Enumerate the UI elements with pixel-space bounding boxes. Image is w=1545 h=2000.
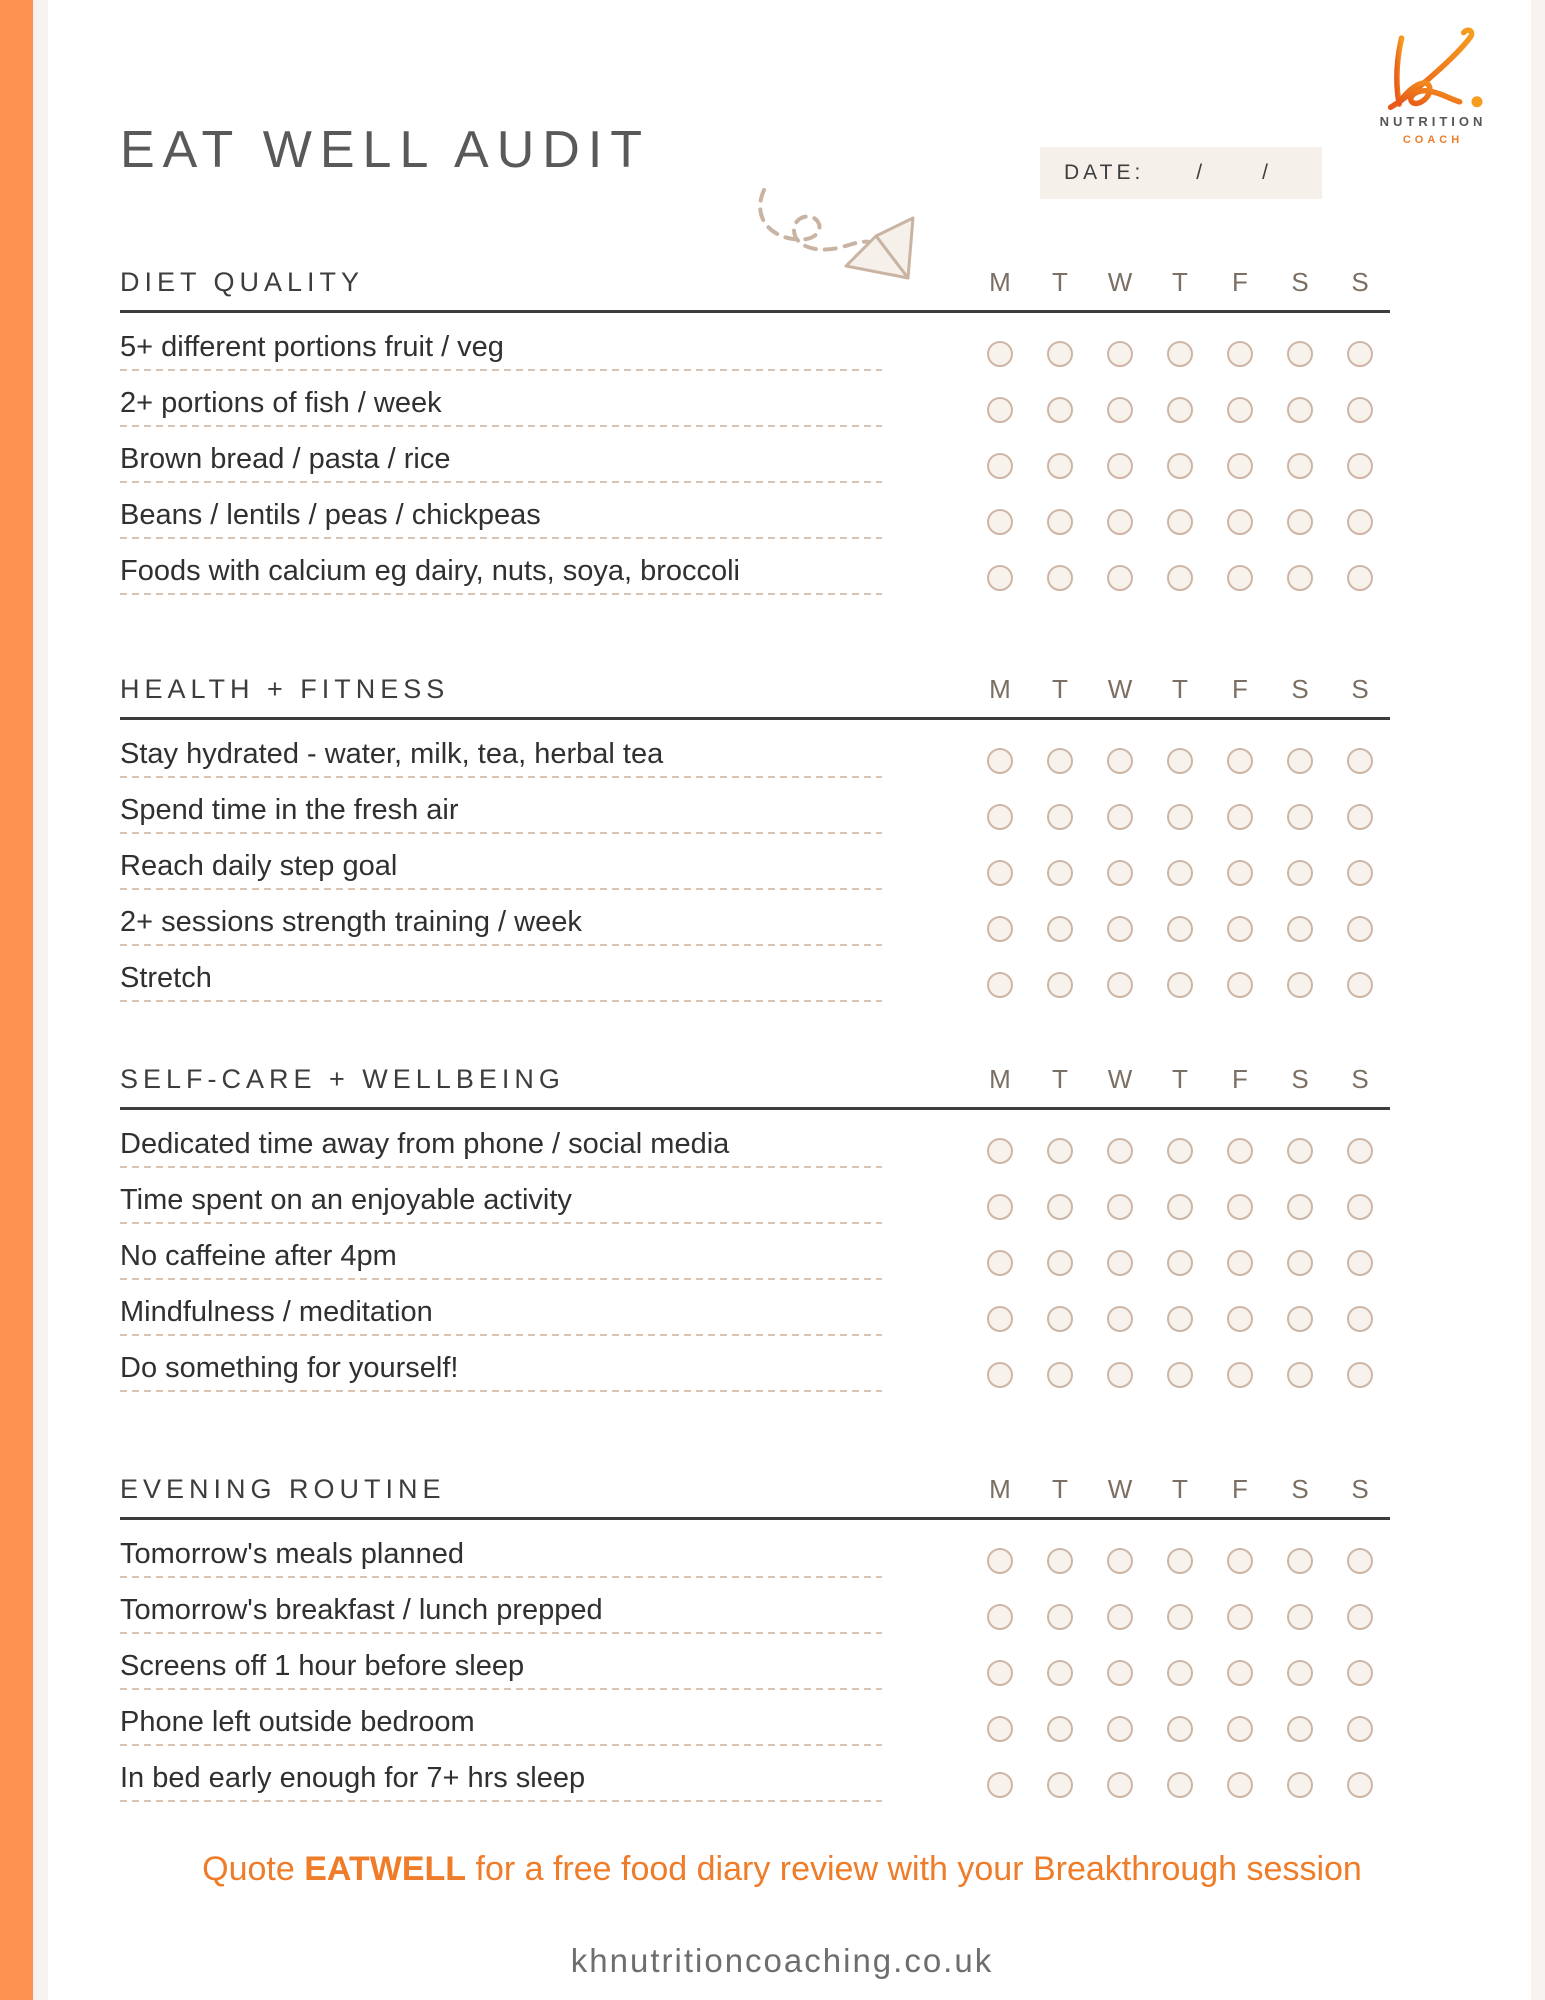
day-checkbox[interactable] xyxy=(1347,972,1373,998)
day-checkbox-group xyxy=(970,1362,1390,1388)
left-accent-stripe xyxy=(0,0,33,2000)
promo-quote xyxy=(33,1850,1531,1889)
day-checkbox[interactable] xyxy=(1167,916,1193,942)
checklist-row xyxy=(120,1750,1390,1806)
day-checkbox[interactable] xyxy=(1167,1250,1193,1276)
day-checkbox-group xyxy=(970,509,1390,535)
day-checkbox[interactable] xyxy=(1167,1772,1193,1798)
promo-quote-suffix: for a free food diary review with your Breakthrough session xyxy=(466,1850,1362,1888)
day-column-header: T xyxy=(1172,1474,1188,1504)
checklist-row xyxy=(120,487,1390,543)
day-checkbox[interactable] xyxy=(1227,453,1253,479)
day-checkbox[interactable] xyxy=(1287,1362,1313,1388)
day-column-header: S xyxy=(1351,1064,1369,1094)
checklist-row xyxy=(120,319,1390,375)
kh-script-logo-icon xyxy=(1368,24,1498,112)
day-checkbox[interactable] xyxy=(1047,860,1073,886)
checklist-row xyxy=(120,375,1390,431)
date-field[interactable] xyxy=(1040,147,1322,199)
day-checkbox[interactable] xyxy=(987,1362,1013,1388)
day-checkbox[interactable] xyxy=(1347,341,1373,367)
checklist-row xyxy=(120,1284,1390,1340)
checklist-row xyxy=(120,838,1390,894)
day-checkbox[interactable] xyxy=(1287,1716,1313,1742)
day-checkbox[interactable] xyxy=(1047,916,1073,942)
day-checkbox-group xyxy=(970,748,1390,774)
day-checkbox[interactable] xyxy=(1347,860,1373,886)
checklist-item-label: Mindfulness / meditation xyxy=(120,1284,882,1340)
day-checkbox[interactable] xyxy=(1287,1138,1313,1164)
day-checkbox[interactable] xyxy=(1047,804,1073,830)
day-checkbox[interactable] xyxy=(1047,341,1073,367)
section-rows xyxy=(120,1520,1390,1806)
checklist-item-label: Phone left outside bedroom xyxy=(120,1694,882,1750)
checklist-row xyxy=(120,431,1390,487)
day-column-header: T xyxy=(1052,1064,1068,1094)
day-checkbox[interactable] xyxy=(1227,1772,1253,1798)
day-checkbox[interactable] xyxy=(1107,1716,1133,1742)
day-checkbox[interactable] xyxy=(1347,1604,1373,1630)
section-title: DIET QUALITY xyxy=(120,267,365,297)
day-checkbox-group xyxy=(970,453,1390,479)
day-checkbox[interactable] xyxy=(1047,1604,1073,1630)
day-checkbox-group xyxy=(970,804,1390,830)
section-header xyxy=(120,1462,1390,1520)
checklist-row xyxy=(120,1582,1390,1638)
section-title: HEALTH + FITNESS xyxy=(120,674,450,704)
day-header-row xyxy=(970,674,1390,705)
day-checkbox[interactable] xyxy=(987,565,1013,591)
promo-quote-prefix: Quote xyxy=(202,1850,305,1888)
day-checkbox[interactable] xyxy=(987,1138,1013,1164)
website-url: khnutritioncoaching.co.uk xyxy=(570,1942,994,1979)
day-checkbox-group xyxy=(970,565,1390,591)
day-checkbox[interactable] xyxy=(1047,1362,1073,1388)
day-column-header: W xyxy=(1107,1474,1133,1504)
day-checkbox-group xyxy=(970,1194,1390,1220)
checklist-item-label: Reach daily step goal xyxy=(120,838,882,894)
day-checkbox-group xyxy=(970,1716,1390,1742)
day-column-header: W xyxy=(1107,1064,1133,1094)
day-checkbox[interactable] xyxy=(1107,916,1133,942)
day-column-header: S xyxy=(1351,674,1369,704)
day-checkbox[interactable] xyxy=(1347,1138,1373,1164)
day-checkbox[interactable] xyxy=(1167,509,1193,535)
checklist-item-label: 2+ sessions strength training / week xyxy=(120,894,882,950)
section-rows xyxy=(120,720,1390,1006)
checklist-item-label: Do something for yourself! xyxy=(120,1340,882,1396)
day-checkbox[interactable] xyxy=(1227,1660,1253,1686)
day-checkbox-group xyxy=(970,1660,1390,1686)
day-column-header: W xyxy=(1107,267,1133,297)
left-edge-margin xyxy=(33,0,48,2000)
day-checkbox[interactable] xyxy=(1167,1660,1193,1686)
day-checkbox[interactable] xyxy=(1167,1306,1193,1332)
checklist-item-label: 2+ portions of fish / week xyxy=(120,375,882,431)
day-checkbox[interactable] xyxy=(1347,1362,1373,1388)
day-checkbox[interactable] xyxy=(1227,1250,1253,1276)
day-checkbox[interactable] xyxy=(1107,509,1133,535)
brand-logo xyxy=(1368,24,1498,146)
day-checkbox[interactable] xyxy=(1167,341,1193,367)
day-checkbox[interactable] xyxy=(1287,341,1313,367)
day-checkbox[interactable] xyxy=(1347,1250,1373,1276)
day-checkbox[interactable] xyxy=(1107,565,1133,591)
day-checkbox[interactable] xyxy=(987,916,1013,942)
day-checkbox[interactable] xyxy=(1227,804,1253,830)
date-label: DATE: xyxy=(1064,161,1145,184)
day-checkbox[interactable] xyxy=(987,1660,1013,1686)
checklist-row xyxy=(120,1694,1390,1750)
day-column-header: T xyxy=(1172,1064,1188,1094)
day-checkbox[interactable] xyxy=(1287,972,1313,998)
day-checkbox[interactable] xyxy=(1227,1604,1253,1630)
logo-brand-name: NUTRITION xyxy=(1379,114,1487,129)
day-checkbox[interactable] xyxy=(1287,916,1313,942)
checklist-section xyxy=(120,255,1390,599)
day-checkbox[interactable] xyxy=(987,1604,1013,1630)
day-checkbox[interactable] xyxy=(1287,860,1313,886)
day-checkbox[interactable] xyxy=(987,453,1013,479)
day-checkbox[interactable] xyxy=(987,1548,1013,1574)
day-checkbox[interactable] xyxy=(1347,748,1373,774)
day-checkbox-group xyxy=(970,397,1390,423)
day-checkbox[interactable] xyxy=(1167,1548,1193,1574)
day-checkbox-group xyxy=(970,1306,1390,1332)
day-checkbox[interactable] xyxy=(1347,916,1373,942)
day-checkbox[interactable] xyxy=(1047,509,1073,535)
checklist-item-label: Screens off 1 hour before sleep xyxy=(120,1638,882,1694)
day-checkbox[interactable] xyxy=(1107,1548,1133,1574)
day-checkbox[interactable] xyxy=(987,748,1013,774)
day-checkbox[interactable] xyxy=(1227,1194,1253,1220)
day-checkbox[interactable] xyxy=(1107,341,1133,367)
day-checkbox[interactable] xyxy=(1227,509,1253,535)
checklist-item-label: Spend time in the fresh air xyxy=(120,782,882,838)
checklist-row xyxy=(120,1116,1390,1172)
checklist-row xyxy=(120,1340,1390,1396)
day-checkbox[interactable] xyxy=(1287,804,1313,830)
day-checkbox[interactable] xyxy=(1347,453,1373,479)
day-checkbox[interactable] xyxy=(1227,916,1253,942)
section-header xyxy=(120,662,1390,720)
day-checkbox[interactable] xyxy=(1167,1138,1193,1164)
day-checkbox[interactable] xyxy=(1107,1250,1133,1276)
page-title: EAT WELL AUDIT xyxy=(120,121,651,179)
day-column-header: M xyxy=(989,1474,1011,1504)
day-checkbox[interactable] xyxy=(1047,1772,1073,1798)
checklist-row xyxy=(120,543,1390,599)
day-checkbox[interactable] xyxy=(1167,1716,1193,1742)
day-checkbox[interactable] xyxy=(1047,1138,1073,1164)
day-checkbox[interactable] xyxy=(1227,748,1253,774)
day-column-header: T xyxy=(1052,267,1068,297)
day-column-header: S xyxy=(1351,267,1369,297)
day-checkbox[interactable] xyxy=(1227,972,1253,998)
section-header xyxy=(120,255,1390,313)
day-checkbox[interactable] xyxy=(1047,397,1073,423)
day-checkbox-group xyxy=(970,341,1390,367)
day-checkbox[interactable] xyxy=(1107,1604,1133,1630)
day-header-row xyxy=(970,1474,1390,1505)
day-checkbox-group xyxy=(970,972,1390,998)
day-checkbox[interactable] xyxy=(1287,565,1313,591)
day-checkbox[interactable] xyxy=(1047,1716,1073,1742)
day-checkbox[interactable] xyxy=(1167,1194,1193,1220)
day-checkbox[interactable] xyxy=(1347,397,1373,423)
day-checkbox[interactable] xyxy=(1287,1548,1313,1574)
checklist-row xyxy=(120,950,1390,1006)
date-separator: / xyxy=(1262,161,1272,184)
checklist-item-label: Stay hydrated - water, milk, tea, herbal tea xyxy=(120,726,882,782)
day-checkbox[interactable] xyxy=(1287,1660,1313,1686)
date-separator: / xyxy=(1196,161,1207,184)
day-checkbox[interactable] xyxy=(1227,397,1253,423)
checklist-row xyxy=(120,1526,1390,1582)
day-header-row xyxy=(970,1064,1390,1095)
day-column-header: M xyxy=(989,674,1011,704)
day-column-header: S xyxy=(1291,1064,1309,1094)
day-checkbox[interactable] xyxy=(1047,972,1073,998)
day-checkbox[interactable] xyxy=(987,1306,1013,1332)
day-checkbox[interactable] xyxy=(1227,860,1253,886)
checklist-row xyxy=(120,894,1390,950)
day-checkbox[interactable] xyxy=(1107,804,1133,830)
checklist-item-label: 5+ different portions fruit / veg xyxy=(120,319,882,375)
promo-code: EATWELL xyxy=(304,1850,467,1888)
day-checkbox-group xyxy=(970,860,1390,886)
section-title: EVENING ROUTINE xyxy=(120,1474,446,1504)
day-checkbox[interactable] xyxy=(1107,397,1133,423)
day-column-header: T xyxy=(1172,674,1188,704)
day-checkbox[interactable] xyxy=(1227,1548,1253,1574)
day-checkbox[interactable] xyxy=(1347,565,1373,591)
checklist-item-label: Time spent on an enjoyable activity xyxy=(120,1172,882,1228)
section-header xyxy=(120,1052,1390,1110)
day-checkbox[interactable] xyxy=(1347,1660,1373,1686)
day-checkbox[interactable] xyxy=(1107,748,1133,774)
day-checkbox[interactable] xyxy=(1227,1362,1253,1388)
checklist-section xyxy=(120,662,1390,1006)
checklist-row xyxy=(120,1638,1390,1694)
day-checkbox[interactable] xyxy=(1107,453,1133,479)
day-checkbox[interactable] xyxy=(1167,453,1193,479)
day-checkbox[interactable] xyxy=(1227,1138,1253,1164)
day-checkbox[interactable] xyxy=(1347,804,1373,830)
checklist-item-label: Brown bread / pasta / rice xyxy=(120,431,882,487)
day-checkbox[interactable] xyxy=(1047,1194,1073,1220)
day-checkbox[interactable] xyxy=(1047,1548,1073,1574)
day-column-header: S xyxy=(1351,1474,1369,1504)
day-checkbox-group xyxy=(970,916,1390,942)
day-column-header: S xyxy=(1291,674,1309,704)
day-checkbox[interactable] xyxy=(1167,804,1193,830)
day-checkbox[interactable] xyxy=(1047,565,1073,591)
day-column-header: S xyxy=(1291,267,1309,297)
day-column-header: S xyxy=(1291,1474,1309,1504)
day-checkbox[interactable] xyxy=(1347,1772,1373,1798)
day-column-header: T xyxy=(1172,267,1188,297)
day-checkbox[interactable] xyxy=(1107,860,1133,886)
right-edge-margin xyxy=(1531,0,1545,2000)
day-checkbox[interactable] xyxy=(1107,1660,1133,1686)
day-checkbox[interactable] xyxy=(1347,1194,1373,1220)
day-column-header: T xyxy=(1052,674,1068,704)
checklist-row xyxy=(120,782,1390,838)
day-checkbox[interactable] xyxy=(1107,972,1133,998)
section-rows xyxy=(120,1110,1390,1396)
section-rows xyxy=(120,313,1390,599)
day-checkbox[interactable] xyxy=(1107,1772,1133,1798)
day-checkbox[interactable] xyxy=(1287,748,1313,774)
checklist-row xyxy=(120,1228,1390,1284)
day-checkbox[interactable] xyxy=(1347,1306,1373,1332)
day-column-header: M xyxy=(989,267,1011,297)
checklist-item-label: Tomorrow's breakfast / lunch prepped xyxy=(120,1582,882,1638)
day-column-header: F xyxy=(1232,1064,1248,1094)
day-checkbox[interactable] xyxy=(1167,565,1193,591)
checklist-item-label: Dedicated time away from phone / social media xyxy=(120,1116,882,1172)
day-checkbox[interactable] xyxy=(1287,1772,1313,1798)
checklist-item-label: Tomorrow's meals planned xyxy=(120,1526,882,1582)
day-checkbox[interactable] xyxy=(1107,1306,1133,1332)
day-checkbox[interactable] xyxy=(1047,453,1073,479)
day-checkbox[interactable] xyxy=(1347,509,1373,535)
day-checkbox[interactable] xyxy=(987,509,1013,535)
day-header-row xyxy=(970,267,1390,298)
day-checkbox[interactable] xyxy=(1287,1250,1313,1276)
day-checkbox[interactable] xyxy=(1287,1194,1313,1220)
day-checkbox-group xyxy=(970,1604,1390,1630)
checklist-section xyxy=(120,1462,1390,1806)
day-checkbox-group xyxy=(970,1548,1390,1574)
day-checkbox[interactable] xyxy=(987,804,1013,830)
day-checkbox[interactable] xyxy=(1107,1194,1133,1220)
day-checkbox[interactable] xyxy=(1107,1362,1133,1388)
day-checkbox[interactable] xyxy=(1347,1716,1373,1742)
checklist-section xyxy=(120,1052,1390,1396)
day-checkbox[interactable] xyxy=(1227,1306,1253,1332)
day-checkbox[interactable] xyxy=(987,972,1013,998)
day-checkbox[interactable] xyxy=(1167,1604,1193,1630)
day-checkbox[interactable] xyxy=(1287,1604,1313,1630)
day-checkbox[interactable] xyxy=(1227,1716,1253,1742)
day-checkbox[interactable] xyxy=(1047,1660,1073,1686)
day-checkbox-group xyxy=(970,1772,1390,1798)
day-checkbox[interactable] xyxy=(1167,860,1193,886)
day-column-header: F xyxy=(1232,267,1248,297)
day-checkbox[interactable] xyxy=(987,397,1013,423)
checklist-item-label: Stretch xyxy=(120,950,882,1006)
day-checkbox[interactable] xyxy=(1107,1138,1133,1164)
day-checkbox[interactable] xyxy=(987,341,1013,367)
logo-brand-subtitle: COACH xyxy=(1402,134,1464,146)
day-checkbox[interactable] xyxy=(1287,1306,1313,1332)
checklist-item-label: Foods with calcium eg dairy, nuts, soya, broccoli xyxy=(120,543,882,599)
day-checkbox[interactable] xyxy=(1167,1362,1193,1388)
day-checkbox[interactable] xyxy=(987,1194,1013,1220)
day-checkbox[interactable] xyxy=(1047,1250,1073,1276)
day-column-header: T xyxy=(1052,1474,1068,1504)
day-checkbox[interactable] xyxy=(1347,1548,1373,1574)
day-checkbox[interactable] xyxy=(1227,565,1253,591)
checklist-item-label: In bed early enough for 7+ hrs sleep xyxy=(120,1750,882,1806)
checklist-row xyxy=(120,726,1390,782)
day-checkbox[interactable] xyxy=(987,1772,1013,1798)
checklist-item-label: No caffeine after 4pm xyxy=(120,1228,882,1284)
day-checkbox[interactable] xyxy=(1167,748,1193,774)
day-column-header: F xyxy=(1232,674,1248,704)
section-title: SELF-CARE + WELLBEING xyxy=(120,1064,565,1094)
day-checkbox[interactable] xyxy=(987,1716,1013,1742)
day-checkbox[interactable] xyxy=(1287,397,1313,423)
checklist-item-label: Beans / lentils / peas / chickpeas xyxy=(120,487,882,543)
day-checkbox[interactable] xyxy=(1287,453,1313,479)
day-checkbox[interactable] xyxy=(1047,1306,1073,1332)
day-checkbox-group xyxy=(970,1138,1390,1164)
day-column-header: F xyxy=(1232,1474,1248,1504)
day-checkbox[interactable] xyxy=(987,860,1013,886)
day-checkbox[interactable] xyxy=(1047,748,1073,774)
day-checkbox[interactable] xyxy=(1167,972,1193,998)
day-checkbox-group xyxy=(970,1250,1390,1276)
checklist-row xyxy=(120,1172,1390,1228)
day-checkbox[interactable] xyxy=(1167,397,1193,423)
day-checkbox[interactable] xyxy=(987,1250,1013,1276)
day-checkbox[interactable] xyxy=(1287,509,1313,535)
day-column-header: M xyxy=(989,1064,1011,1094)
day-checkbox[interactable] xyxy=(1227,341,1253,367)
day-column-header: W xyxy=(1107,674,1133,704)
